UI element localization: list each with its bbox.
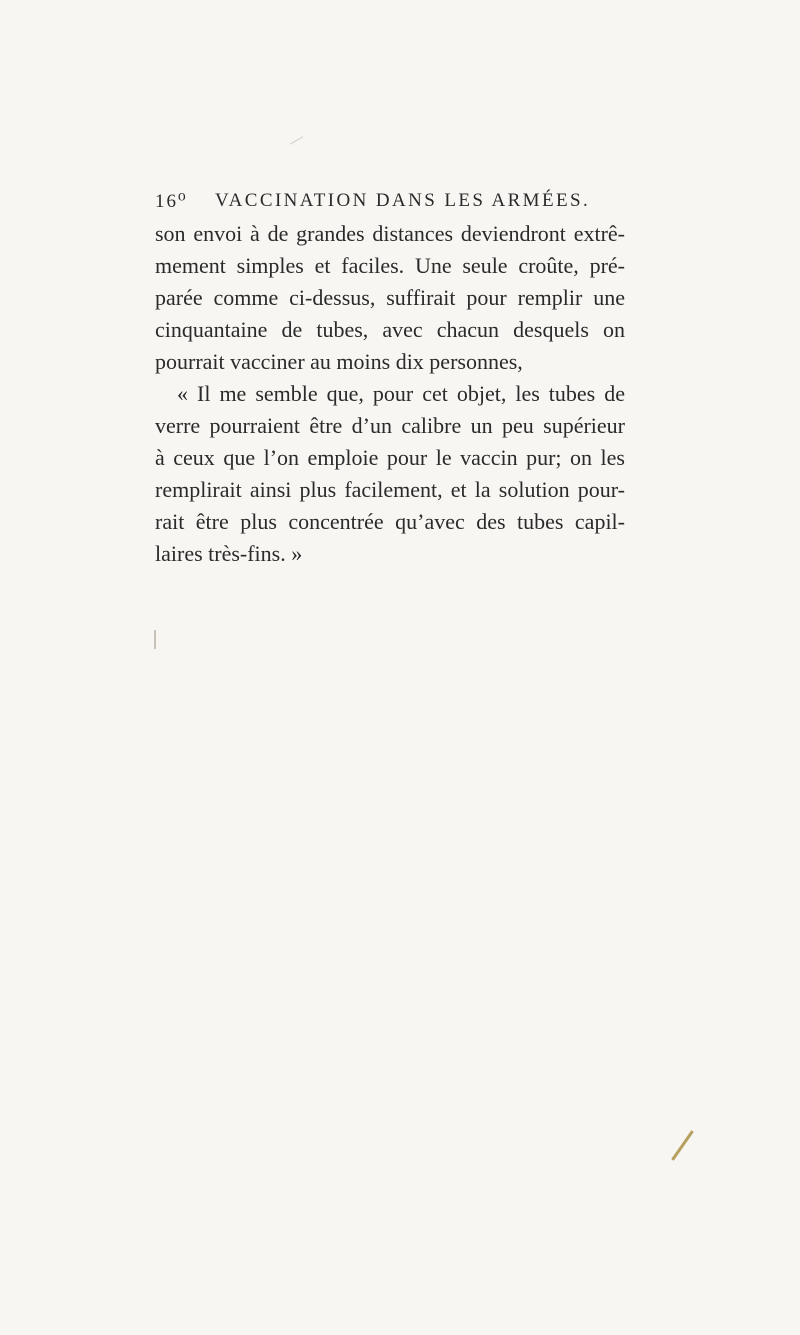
page-number: 16⁰ bbox=[155, 191, 188, 212]
page-header bbox=[155, 190, 625, 220]
text-line: pourrait vacciner au moins dix personnes, bbox=[155, 349, 523, 374]
body-text bbox=[155, 218, 625, 570]
text-line: « Il me semble que, pour cet objet, les tubes de bbox=[177, 381, 625, 406]
text-line: rait être plus concentrée qu’avec des tubes capil- bbox=[155, 509, 625, 534]
text-line: à ceux que l’on emploie pour le vaccin pur; on les bbox=[155, 445, 625, 470]
text-line: cinquantaine de tubes, avec chacun desquels on bbox=[155, 317, 625, 342]
text-line: laires très-fins. » bbox=[155, 541, 303, 566]
text-line: verre pourraient être d’un calibre un peu supérieur bbox=[155, 413, 625, 438]
text-line: remplirait ainsi plus facilement, et la solution pour- bbox=[155, 477, 625, 502]
text-line: son envoi à de grandes distances deviendront extrê- bbox=[155, 221, 625, 246]
text-line: parée comme ci-dessus, suffirait pour remplir une bbox=[155, 285, 625, 310]
paper-mark bbox=[290, 136, 303, 144]
paper-mark bbox=[671, 1130, 694, 1160]
paper-mark bbox=[154, 630, 156, 649]
running-title: VACCINATION DANS LES ARMÉES. bbox=[215, 190, 591, 211]
text-line: mement simples et faciles. Une seule croûte, pré- bbox=[155, 253, 625, 278]
